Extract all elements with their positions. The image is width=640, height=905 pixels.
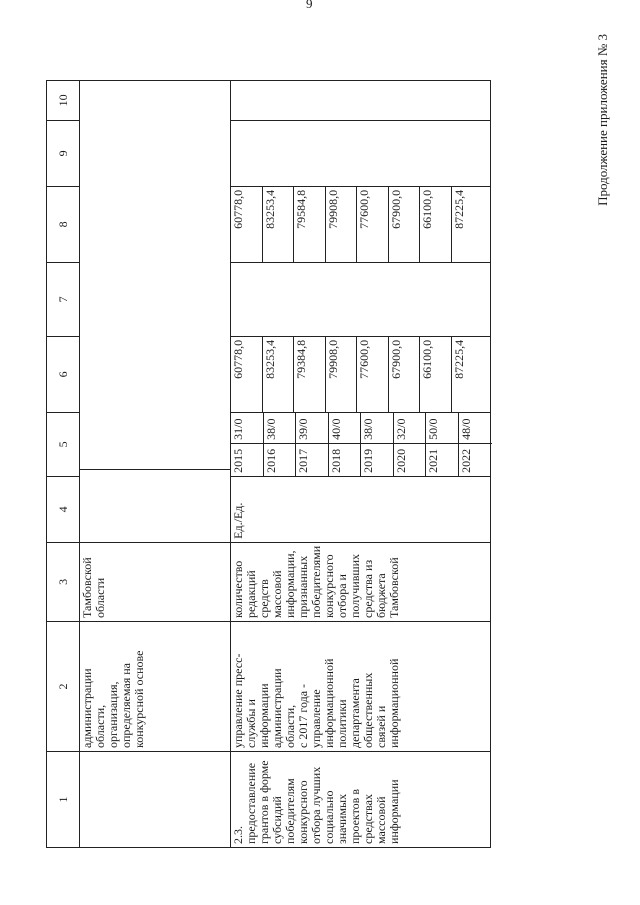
year-label: 2017 <box>296 443 330 476</box>
cell-text-line: конкурсной основе <box>132 650 146 748</box>
count-value: 40/0 <box>328 418 343 440</box>
count-value: 38/0 <box>361 418 375 440</box>
column-header: 5 <box>47 412 80 476</box>
cell-text-line: средствах <box>361 793 375 844</box>
year-count-row <box>296 413 329 476</box>
cell-text-line: массовой <box>270 570 284 618</box>
column-header: 1 <box>47 752 80 848</box>
amount-col6: 79384,8 <box>294 337 326 412</box>
year-label: 2015 <box>231 443 265 476</box>
cell-text-line: информации, <box>283 550 297 618</box>
cell-text-line: конкурсного <box>296 780 310 844</box>
cell-row-a-col2 <box>80 622 231 752</box>
cell-text-line: Тамбовской <box>80 557 94 618</box>
cell-text-line: службы и <box>244 699 258 748</box>
header-row <box>47 80 80 847</box>
cell-text-line: проектов в <box>348 789 362 844</box>
cell-text-line: массовой <box>374 796 388 844</box>
column-header: 10 <box>47 80 80 120</box>
amount-col6: 83253,4 <box>263 337 295 412</box>
year-label: 2021 <box>426 443 460 476</box>
table-row <box>231 80 491 847</box>
cell-text-line: управление пресс- <box>231 653 245 748</box>
cell-text-line: информации <box>257 683 271 748</box>
column-header: 6 <box>47 336 80 412</box>
cell-row-b-col8 <box>231 186 491 262</box>
amount-col6: 60778,0 <box>231 337 263 412</box>
cell-text-line: администрации <box>80 668 94 748</box>
amount-col6: 77600,0 <box>357 337 389 412</box>
cell-text-line: средств <box>257 579 271 618</box>
amount-col6: 87225,4 <box>451 339 466 379</box>
cell-row-b-col7 <box>231 262 491 336</box>
cell-text-line: субсидий <box>270 796 284 844</box>
page-number: 9 <box>306 0 313 11</box>
column-header: 7 <box>47 262 80 336</box>
column-header: 4 <box>47 476 80 542</box>
cell-text-line: организация, <box>106 681 120 748</box>
cell-row-b-col5 <box>231 412 491 476</box>
year-label: 2016 <box>264 443 298 476</box>
year-count-row <box>426 413 459 476</box>
cell-row-b-col2 <box>231 622 491 752</box>
cell-text-line: департамента <box>348 678 362 748</box>
column-header: 8 <box>47 186 80 262</box>
year-label: 2019 <box>361 443 395 476</box>
amount-col8: 79584,8 <box>294 187 326 262</box>
cell-text-line: грантов в форме <box>257 760 271 844</box>
year-count-row <box>264 413 297 476</box>
cell-text-line: области <box>93 577 107 618</box>
count-value: 48/0 <box>458 418 473 440</box>
cell-text-line: политики <box>335 699 349 748</box>
cell-text-line: информационной <box>387 658 401 748</box>
cell-row-a-col1 <box>80 752 231 848</box>
cell-row-a-col3 <box>80 542 231 621</box>
cell-text-line: социально <box>322 790 336 844</box>
cell-text-line: отбора лучших <box>309 766 323 844</box>
cell-row-b-col9 <box>231 120 491 186</box>
cell-text-line: конкурсного <box>322 554 336 618</box>
amount-col8: 77600,0 <box>357 187 389 262</box>
year-count-row <box>231 413 264 476</box>
cell-text-line: признанных <box>296 555 310 618</box>
cell-text-line: отбора и <box>335 574 349 618</box>
cell-text-line: количество <box>231 560 245 618</box>
cell-text-line: Тамбовской <box>387 557 401 618</box>
count-value: 50/0 <box>426 418 440 440</box>
cell-row-b-col10 <box>231 80 491 120</box>
column-header: 2 <box>47 622 80 752</box>
cell-text-line: 2.3. <box>231 826 245 844</box>
continuation-label: Продолжение приложения № 3 <box>595 34 610 206</box>
cell-text-line: победителями <box>309 545 323 618</box>
amount-col8: 66100,0 <box>420 187 452 262</box>
amount-col8: 67900,0 <box>389 187 421 262</box>
year-count-row <box>361 413 394 476</box>
cell-text-line: с 2017 года - <box>296 683 310 748</box>
rotated-sheet <box>28 30 628 878</box>
amount-col6: 79908,0 <box>326 337 358 412</box>
cell-row-b-col1 <box>231 752 491 848</box>
count-value: 31/0 <box>231 418 245 440</box>
amount-col8: 79908,0 <box>326 187 358 262</box>
cell-text-line: информации <box>387 779 401 844</box>
amount-col8: 83253,4 <box>263 187 295 262</box>
cell-text-line: связей и <box>374 705 388 748</box>
count-value: 38/0 <box>263 418 278 440</box>
cell-text-line: бюджета <box>374 573 388 618</box>
count-value: 39/0 <box>296 418 310 440</box>
year-count-row <box>394 413 427 476</box>
cell-text-line: области, <box>93 704 107 748</box>
cell-text-line: победителям <box>283 778 297 844</box>
cell-text-line: области, <box>283 704 297 748</box>
year-count-row <box>329 413 362 476</box>
column-header: 9 <box>47 120 80 186</box>
cell-text-line: определяемая на <box>119 663 133 748</box>
cell-text-line: управление <box>309 689 323 748</box>
count-value: 32/0 <box>393 418 408 440</box>
cell-row-b-col4: Ед./Ед. <box>231 476 491 542</box>
cell-text-line: значимых <box>335 793 349 844</box>
amount-col6: 67900,0 <box>389 337 421 412</box>
amount-col8: 87225,4 <box>451 189 466 229</box>
year-label: 2018 <box>329 443 363 476</box>
cell-text-line: получивших <box>348 553 362 618</box>
year-label: 2022 <box>459 443 493 476</box>
cell-text-line: информационной <box>322 658 336 748</box>
table-row <box>80 80 231 847</box>
cell-text-line: средства из <box>361 559 375 618</box>
cell-row-b-col6 <box>231 336 491 412</box>
column-header: 3 <box>47 542 80 621</box>
cell-row-a-col4 <box>80 80 231 542</box>
year-label: 2020 <box>394 443 428 476</box>
year-count-row <box>459 413 491 476</box>
cell-text-line: редакций <box>244 570 258 618</box>
cell-text-line: общественных <box>361 672 375 748</box>
data-table <box>46 80 491 848</box>
cell-text-line: администрации <box>270 668 284 748</box>
cell-text-line: предоставление <box>244 762 258 844</box>
amount-col6: 66100,0 <box>420 337 452 412</box>
cell-row-b-col3 <box>231 542 491 621</box>
amount-col8: 60778,0 <box>231 187 263 262</box>
